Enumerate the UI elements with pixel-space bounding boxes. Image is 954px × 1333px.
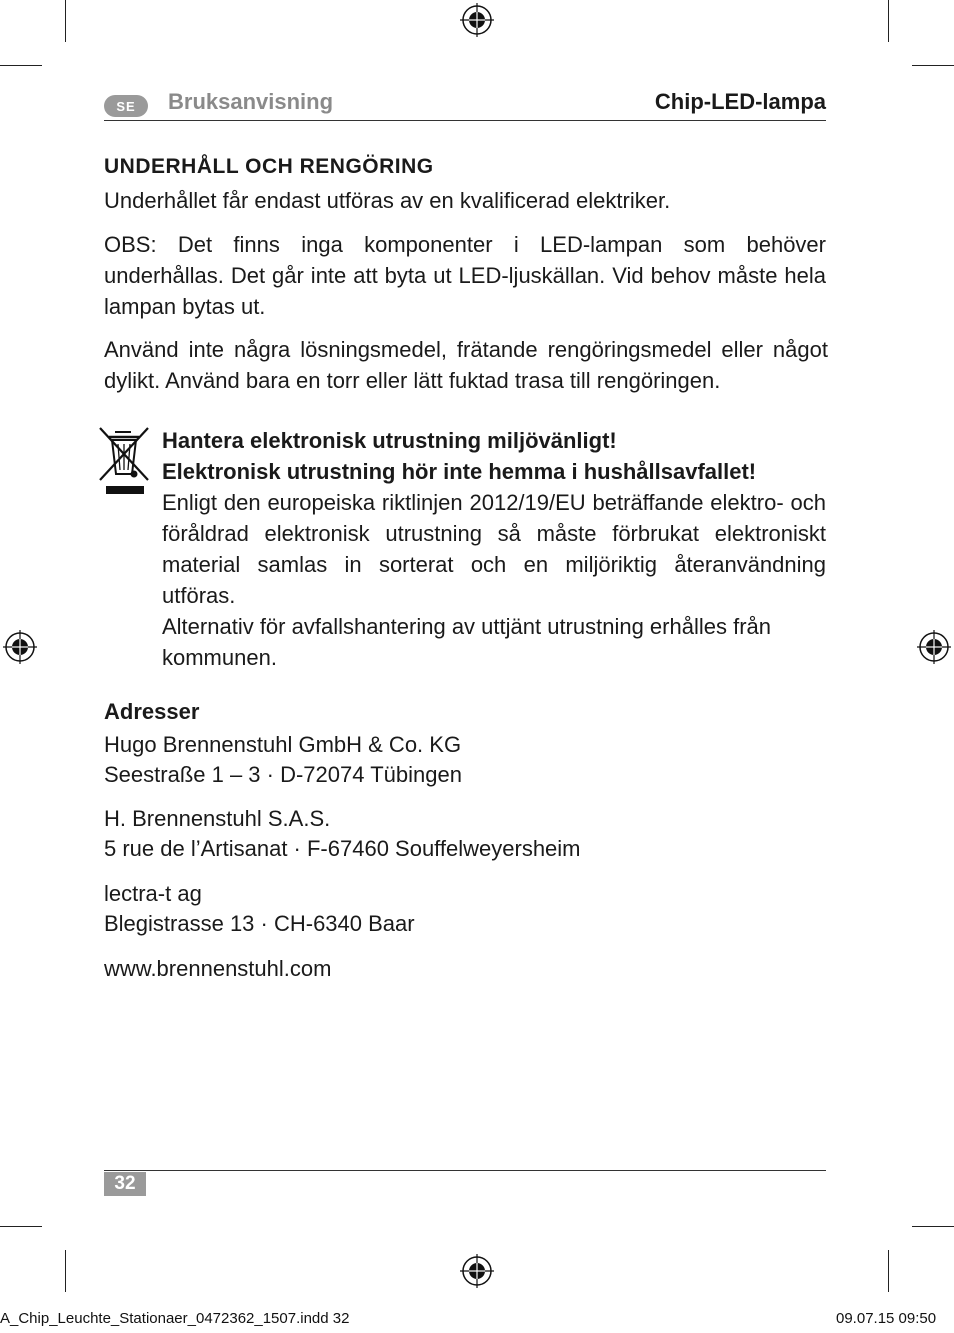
- address-line: Seestraße 1 – 3 · D-72074 Tübingen: [104, 762, 462, 787]
- crop-mark: [888, 1250, 889, 1292]
- print-slug-filename: A_Chip_Leuchte_Stationaer_0472362_1507.indd 32: [0, 1310, 350, 1327]
- crop-mark: [0, 1226, 42, 1227]
- crop-mark: [912, 65, 954, 66]
- registration-mark-icon: [460, 3, 494, 37]
- disposal-heading-1: Hantera elektronisk utrustning miljövänligt!: [162, 428, 617, 453]
- disposal-notice: [162, 425, 826, 673]
- address-line: Blegistrasse 13 · CH-6340 Baar: [104, 911, 415, 936]
- registration-mark-icon: [917, 630, 951, 664]
- website-link[interactable]: www.brennenstuhl.com: [104, 956, 332, 981]
- product-title: Chip-LED-lampa: [654, 89, 826, 114]
- page-number: 32: [104, 1172, 146, 1196]
- header-divider: [104, 120, 826, 121]
- maintenance-paragraph-1: Underhållet får endast utföras av en kvalificerad elektriker.: [104, 188, 671, 213]
- disposal-heading-2: Elektronisk utrustning hör inte hemma i hushållsavfallet!: [162, 459, 757, 484]
- maintenance-paragraph-2: OBS: Det finns inga komponenter i LED-lampan som behöver underhållas. Det går inte att byta ut LED-ljuskällan. Vid behov måste hela lampan bytas ut.: [104, 232, 826, 319]
- language-badge: SE: [104, 95, 148, 117]
- disposal-text-2: Alternativ för avfallshantering av uttjänt utrustning erhålles från kommunen.: [162, 614, 771, 670]
- weee-crossed-bin-icon: [98, 424, 152, 496]
- crop-mark: [912, 1226, 954, 1227]
- address-3: [104, 879, 415, 939]
- addresses-title: Adresser: [104, 699, 200, 724]
- crop-mark: [0, 65, 42, 66]
- crop-mark: [65, 1250, 66, 1292]
- address-1: [104, 730, 462, 790]
- manual-title: Bruksanvisning: [168, 89, 334, 114]
- address-2: [104, 804, 581, 864]
- crop-mark: [888, 0, 889, 42]
- address-line: 5 rue de l’Artisanat · F-67460 Souffelweyersheim: [104, 836, 581, 861]
- address-line: lectra-t ag: [104, 881, 202, 906]
- registration-mark-icon: [3, 630, 37, 664]
- registration-mark-icon: [460, 1254, 494, 1288]
- address-line: Hugo Brennenstuhl GmbH & Co. KG: [104, 732, 462, 757]
- section-title: UNDERHÅLL OCH RENGÖRING: [104, 155, 434, 178]
- disposal-text-1: Enligt den europeiska riktlinjen 2012/19/EU beträffande elektro- och föråldrad elektronisk utrustning så måste förbrukat elektroniskt material samlas in sorterat och en miljöriktig återanvändning utföras.: [162, 490, 826, 608]
- footer-divider: [104, 1170, 826, 1171]
- maintenance-paragraph-3: Använd inte några lösningsmedel, frätande rengöringsmedel eller något dylikt. Använd bara en torr eller lätt fuktad trasa till rengöringen.: [104, 337, 828, 393]
- crop-mark: [65, 0, 66, 42]
- address-line: H. Brennenstuhl S.A.S.: [104, 806, 331, 831]
- print-slug-date: 09.07.15 09:50: [836, 1310, 937, 1327]
